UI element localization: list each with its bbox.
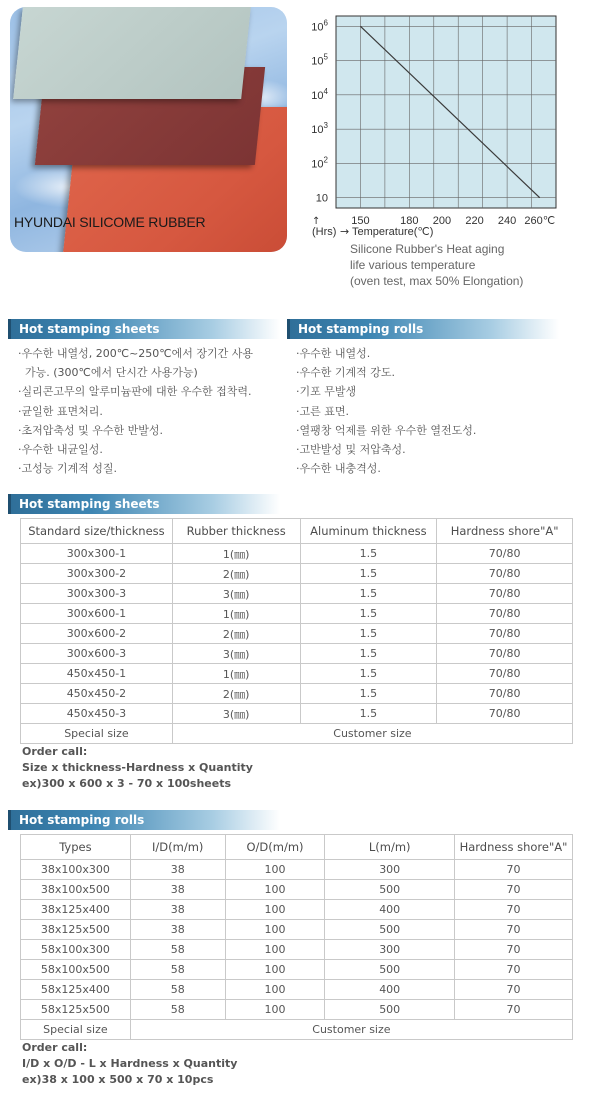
chart-y-ticks [311, 18, 328, 204]
chart-caption [350, 241, 523, 289]
table-cell: 58 [130, 1000, 225, 1020]
table-row [21, 644, 573, 664]
table-cell: 300x600-3 [21, 644, 173, 664]
column-header: L(m/m) [325, 835, 455, 860]
table-row [21, 664, 573, 684]
y-tick-label: $10^5$ [311, 52, 328, 68]
table-cell: 70/80 [437, 544, 573, 564]
table-cell: 300x600-1 [21, 604, 173, 624]
chart-plot-area [336, 16, 556, 208]
product-photo [10, 7, 287, 252]
gray-rubber-sheet [13, 7, 251, 99]
order-line: Size x thickness-Hardness x Quantity [22, 761, 253, 774]
x-tick-label: 220 [465, 215, 484, 227]
order-line: Order call: [22, 745, 88, 758]
table-cell: 70/80 [437, 604, 573, 624]
column-header: Standard size/thickness [21, 519, 173, 544]
order-line: I/D x O/D - L x Hardness x Quantity [22, 1057, 238, 1070]
table-cell: 70/80 [437, 664, 573, 684]
table-cell: 70 [454, 960, 572, 980]
table-cell: 70/80 [437, 584, 573, 604]
table-cell: 58 [130, 960, 225, 980]
table-cell: 300x300-1 [21, 544, 173, 564]
special-size-label: Special size [21, 724, 173, 744]
table-cell: 500 [325, 920, 455, 940]
table-cell: 1.5 [300, 584, 437, 604]
table-cell: 100 [225, 980, 325, 1000]
table-cell: 1.5 [300, 644, 437, 664]
chart-caption-line: Silicone Rubber's Heat aging [350, 242, 505, 256]
table-cell: 58x125x400 [21, 980, 131, 1000]
table-cell: 3(㎜) [172, 584, 300, 604]
chart-y-arrow: ↑ [312, 216, 321, 227]
table-cell: 58x100x300 [21, 940, 131, 960]
table-cell: 70 [454, 1000, 572, 1020]
table-row [21, 624, 573, 644]
table-cell: 100 [225, 1000, 325, 1020]
x-tick-label: 180 [400, 215, 419, 227]
table-cell: 1.5 [300, 564, 437, 584]
table-cell: 70/80 [437, 564, 573, 584]
table-cell: 38x125x500 [21, 920, 131, 940]
table-cell: 100 [225, 860, 325, 880]
table-cell: 3(㎜) [172, 644, 300, 664]
sheets-features-header: Hot stamping sheets [8, 319, 280, 339]
table-cell: 100 [225, 920, 325, 940]
sheets-features-list [18, 344, 253, 478]
table-cell: 450x450-3 [21, 704, 173, 724]
table-cell: 70/80 [437, 704, 573, 724]
table-cell: 1.5 [300, 684, 437, 704]
table-cell: 58x100x500 [21, 960, 131, 980]
table-row [21, 900, 573, 920]
table-cell: 2(㎜) [172, 564, 300, 584]
table-cell: 2(㎜) [172, 684, 300, 704]
photo-caption: HYUNDAI SILICOME RUBBER [14, 214, 206, 230]
x-tick-label: 200 [432, 215, 452, 227]
feature-item: ·고반발성 및 저압축성. [296, 443, 406, 457]
feature-item: ·초저압축성 및 우수한 반발성. [18, 423, 163, 437]
table-cell: 1(㎜) [172, 544, 300, 564]
sheets-table-header: Hot stamping sheets [8, 494, 280, 514]
table-cell: 450x450-2 [21, 684, 173, 704]
feature-item: ·우수한 내열성, 200℃~250℃에서 장기간 사용 [18, 347, 254, 360]
table-cell: 58 [130, 940, 225, 960]
chart-axis-arrow: → [340, 225, 350, 238]
y-tick-label: $10^2$ [311, 155, 328, 171]
table-cell: 500 [325, 1000, 455, 1020]
order-line: ex)38 x 100 x 500 x 70 x 10pcs [22, 1073, 214, 1086]
table-row [21, 704, 573, 724]
heat-aging-chart [300, 8, 562, 240]
table-cell: 1.5 [300, 624, 437, 644]
table-cell: 450x450-1 [21, 664, 173, 684]
column-header: Hardness shore"A" [437, 519, 573, 544]
table-cell: 1.5 [300, 704, 437, 724]
table-cell: 100 [225, 960, 325, 980]
table-cell: 70 [454, 880, 572, 900]
table-row [21, 604, 573, 624]
column-header: O/D(m/m) [225, 835, 325, 860]
table-cell: 70 [454, 860, 572, 880]
feature-item: ·고성능 기계적 성질. [18, 462, 117, 476]
table-cell: 1.5 [300, 604, 437, 624]
special-size-row [21, 724, 573, 744]
chart-y-label: (Hrs) [312, 226, 337, 238]
table-cell: 38 [130, 880, 225, 900]
y-tick-label: $10^3$ [311, 121, 328, 137]
table-cell: 500 [325, 960, 455, 980]
table-cell: 3(㎜) [172, 704, 300, 724]
table-row [21, 920, 573, 940]
sheets-spec-table [20, 518, 573, 744]
customer-size-cell: Customer size [172, 724, 572, 744]
y-tick-label: $10^6$ [311, 18, 328, 34]
rolls-spec-table [20, 834, 573, 1040]
table-row [21, 564, 573, 584]
table-cell: 58x125x500 [21, 1000, 131, 1020]
column-header: Types [21, 835, 131, 860]
table-cell: 38x100x300 [21, 860, 131, 880]
table-cell: 300x300-2 [21, 564, 173, 584]
table-row [21, 1000, 573, 1020]
y-tick-label: 10 [315, 192, 328, 205]
table-cell: 300 [325, 940, 455, 960]
table-cell: 58 [130, 980, 225, 1000]
sheets-order-info [22, 744, 253, 792]
table-row [21, 880, 573, 900]
feature-item: ·우수한 내열성. [296, 347, 371, 360]
table-cell: 300x300-3 [21, 584, 173, 604]
feature-item: ·균일한 표면처리. [18, 404, 103, 418]
feature-item: ·실리콘고무의 알루미늄판에 대한 우수한 접착력. [18, 385, 252, 399]
rolls-table-header: Hot stamping rolls [8, 810, 280, 830]
table-cell: 38 [130, 920, 225, 940]
table-cell: 300 [325, 860, 455, 880]
table-cell: 1(㎜) [172, 664, 300, 684]
table-cell: 70 [454, 980, 572, 1000]
special-size-label: Special size [21, 1020, 131, 1040]
order-line: Order call: [22, 1041, 88, 1054]
feature-item: ·우수한 내충격성. [296, 462, 381, 476]
feature-item: ·고른 표면. [296, 404, 349, 418]
table-cell: 400 [325, 900, 455, 920]
table-cell: 400 [325, 980, 455, 1000]
table-cell: 70 [454, 940, 572, 960]
table-cell: 38 [130, 860, 225, 880]
table-row [21, 940, 573, 960]
rolls-features-list [296, 344, 476, 478]
table-cell: 300x600-2 [21, 624, 173, 644]
table-cell: 500 [325, 880, 455, 900]
feature-item: ·우수한 내균일성. [18, 443, 103, 457]
table-cell: 70/80 [437, 624, 573, 644]
rolls-features-header: Hot stamping rolls [287, 319, 559, 339]
feature-item: 가능. (300℃에서 단시간 사용가능) [18, 366, 198, 380]
table-cell: 70 [454, 920, 572, 940]
table-row [21, 860, 573, 880]
feature-item: ·열팽창 억제를 위한 우수한 열전도성. [296, 423, 477, 437]
table-cell: 1(㎜) [172, 604, 300, 624]
table-row [21, 980, 573, 1000]
table-cell: 100 [225, 880, 325, 900]
x-tick-label: 260℃ [524, 215, 556, 227]
column-header: I/D(m/m) [130, 835, 225, 860]
table-cell: 38 [130, 900, 225, 920]
column-header: Hardness shore"A" [454, 835, 572, 860]
table-cell: 38x125x400 [21, 900, 131, 920]
chart-x-label: Temperature(℃) [352, 226, 434, 238]
table-cell: 70/80 [437, 644, 573, 664]
table-row [21, 684, 573, 704]
table-row [21, 544, 573, 564]
x-tick-label: 240 [497, 215, 517, 227]
table-cell: 70/80 [437, 684, 573, 704]
table-cell: 2(㎜) [172, 624, 300, 644]
customer-size-cell: Customer size [130, 1020, 572, 1040]
table-cell: 100 [225, 940, 325, 960]
order-line: ex)300 x 600 x 3 - 70 x 100sheets [22, 777, 232, 790]
table-cell: 70 [454, 900, 572, 920]
special-size-row [21, 1020, 573, 1040]
table-cell: 1.5 [300, 664, 437, 684]
table-row [21, 960, 573, 980]
column-header: Rubber thickness [172, 519, 300, 544]
table-row [21, 584, 573, 604]
chart-caption-line: (oven test, max 50% Elongation) [350, 274, 524, 288]
feature-item: ·우수한 기계적 강도. [296, 366, 395, 380]
x-tick-label: 150 [351, 215, 370, 227]
table-cell: 1.5 [300, 544, 437, 564]
rolls-order-info [22, 1040, 237, 1088]
column-header: Aluminum thickness [300, 519, 437, 544]
table-cell: 100 [225, 900, 325, 920]
feature-item: ·기포 무발생 [296, 385, 357, 399]
table-cell: 38x100x500 [21, 880, 131, 900]
y-tick-label: $10^4$ [311, 86, 328, 102]
chart-caption-line: life various temperature [350, 258, 476, 272]
